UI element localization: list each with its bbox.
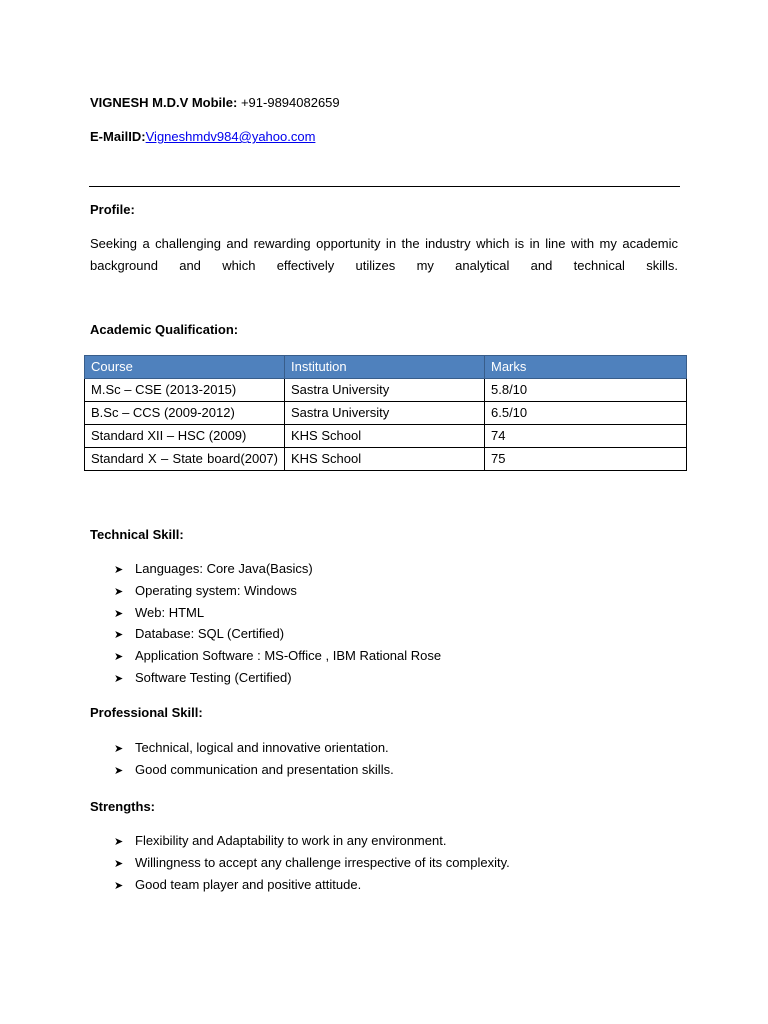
arrowhead-bullet-icon: ➤	[114, 836, 124, 848]
arrowhead-bullet-icon: ➤	[114, 564, 124, 576]
table-cell: KHS School	[285, 425, 485, 448]
table-cell: Standard XII – HSC (2009)	[85, 425, 285, 448]
list-item: ➤ Good team player and positive attitude.	[114, 874, 510, 896]
strengths-heading: Strengths:	[90, 799, 155, 814]
list-item: ➤ Languages: Core Java(Basics)	[114, 558, 441, 580]
email-label: E-MailID:	[90, 129, 146, 144]
table-row	[85, 402, 687, 425]
table-row	[85, 448, 687, 471]
table-cell: KHS School	[285, 448, 485, 471]
professional-skill-list	[114, 737, 394, 781]
arrowhead-bullet-icon: ➤	[114, 651, 124, 664]
table-cell: 74	[485, 425, 687, 448]
table-row	[85, 425, 687, 448]
professional-heading: Professional Skill:	[90, 705, 203, 720]
list-item: ➤ Web: HTML	[114, 602, 441, 624]
column-header: Institution	[285, 356, 485, 379]
arrowhead-bullet-icon: ➤	[114, 607, 124, 620]
list-item: ➤ Flexibility and Adaptability to work in any environment.	[114, 830, 510, 852]
arrowhead-bullet-icon: ➤	[114, 585, 124, 598]
arrowhead-bullet-icon: ➤	[114, 743, 124, 755]
profile-text: Seeking a challenging and rewarding opportunity in the industry which is in line with my academic background and which effectively utilizes my analytical and technical skills.	[90, 236, 678, 273]
list-item: ➤ Good communication and presentation skills.	[114, 759, 394, 781]
arrowhead-bullet-icon: ➤	[114, 672, 124, 685]
academic-heading: Academic Qualification:	[90, 322, 239, 337]
name-mobile-line	[90, 95, 340, 110]
technical-heading: Technical Skill:	[90, 527, 184, 542]
name-mobile-label: VIGNESH M.D.V Mobile:	[90, 95, 238, 110]
list-item: ➤ Willingness to accept any challenge irrespective of its complexity.	[114, 852, 510, 874]
table-cell: M.Sc – CSE (2013-2015)	[85, 379, 285, 402]
table-cell: Sastra University	[285, 379, 485, 402]
column-header: Marks	[485, 356, 687, 379]
technical-skill-list	[114, 558, 441, 689]
table-header-row	[85, 356, 687, 379]
table-cell: Sastra University	[285, 402, 485, 425]
strengths-list	[114, 830, 510, 895]
table-cell: 75	[485, 448, 687, 471]
column-header: Course	[85, 356, 285, 379]
email-link[interactable]: Vigneshmdv984@yahoo.com	[145, 129, 316, 144]
table-cell: B.Sc – CCS (2009-2012)	[85, 402, 285, 425]
table-cell: 6.5/10	[485, 402, 687, 425]
arrowhead-bullet-icon: ➤	[114, 764, 124, 777]
list-item: ➤ Application Software : MS-Office , IBM Rational Rose	[114, 645, 441, 667]
table-cell: 5.8/10	[485, 379, 687, 402]
academic-table	[84, 355, 687, 471]
list-item: ➤ Software Testing (Certified)	[114, 667, 441, 689]
list-item: ➤ Operating system: Windows	[114, 580, 441, 602]
header-divider	[89, 186, 680, 187]
email-line	[90, 129, 315, 144]
table-cell: Standard X – State board(2007)	[85, 448, 285, 471]
list-item: ➤ Database: SQL (Certified)	[114, 623, 441, 645]
arrowhead-bullet-icon: ➤	[114, 879, 124, 892]
arrowhead-bullet-icon: ➤	[114, 629, 124, 642]
table-row	[85, 379, 687, 402]
arrowhead-bullet-icon: ➤	[114, 857, 124, 870]
profile-heading: Profile:	[90, 202, 135, 217]
mobile-number: +91-9894082659	[237, 95, 340, 110]
list-item: ➤ Technical, logical and innovative orientation.	[114, 737, 394, 759]
